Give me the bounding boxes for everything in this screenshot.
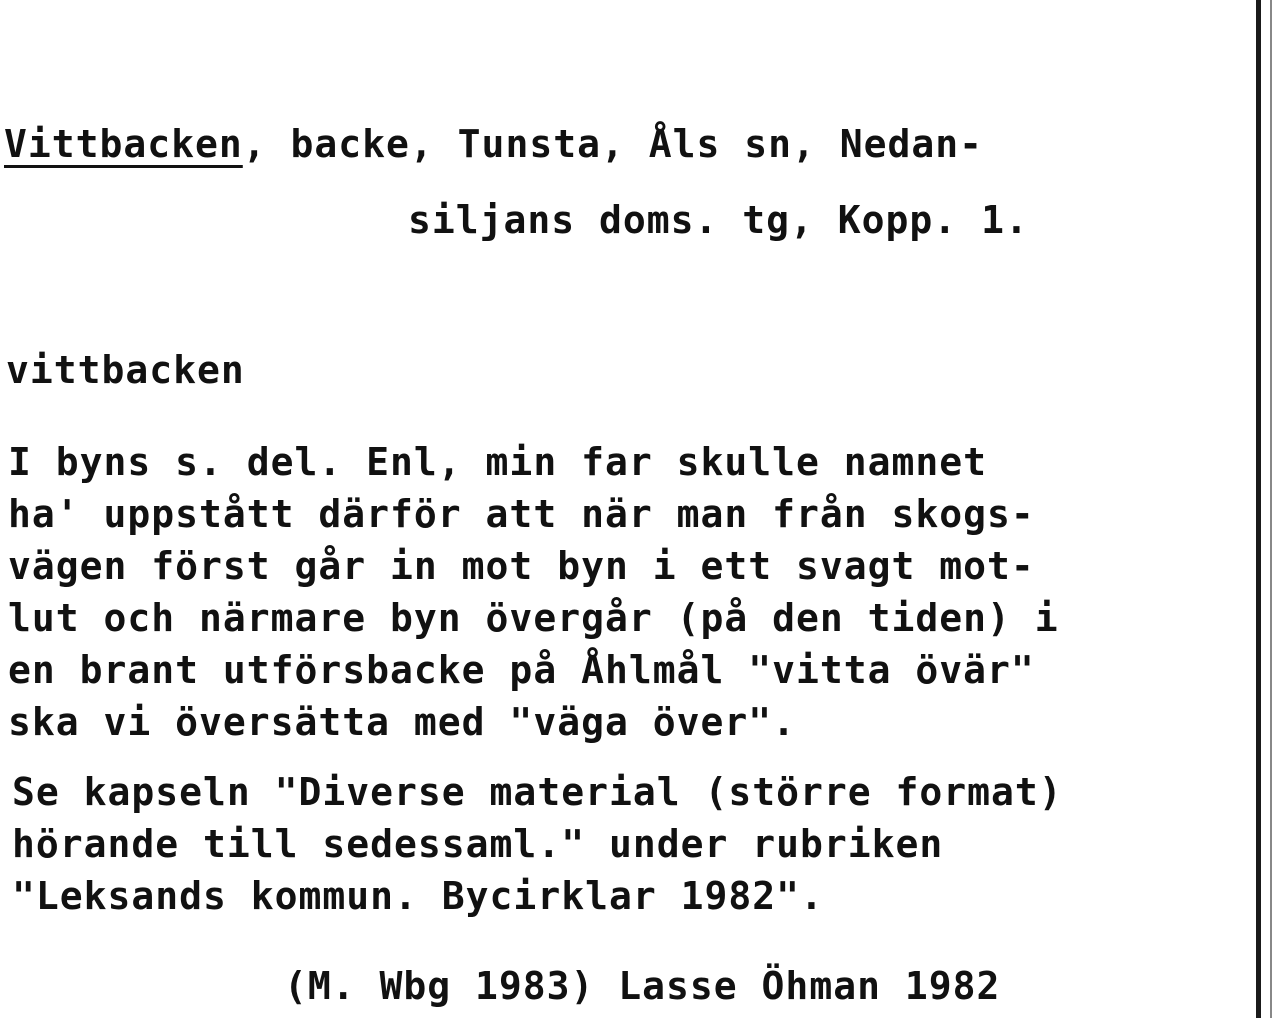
headword: Vittbacken <box>4 122 243 166</box>
heading-line-2: siljans doms. tg, Kopp. 1. <box>408 198 1029 242</box>
reference-line-3: "Leksands kommun. Bycirklar 1982". <box>12 874 824 918</box>
card-edge-shadow <box>1270 0 1272 1018</box>
body-line-5: en brant utförsbacke på Åhlmål "vitta övär" <box>8 648 1035 692</box>
body-line-2: ha' uppstått därför att när man från skogs- <box>8 492 1035 536</box>
heading-rest: , backe, Tunsta, Åls sn, Nedan- <box>242 122 983 166</box>
body-line-3: vägen först går in mot byn i ett svagt mot- <box>8 544 1035 588</box>
reference-line-2: hörande till sedessaml." under rubriken <box>12 822 944 866</box>
body-line-6: ska vi översätta med "väga över". <box>8 700 796 744</box>
heading-line-1 <box>4 122 983 166</box>
card-edge <box>1256 0 1261 1018</box>
reference-line-1: Se kapseln "Diverse material (större format) <box>12 770 1063 814</box>
body-line-4: lut och närmare byn övergår (på den tiden) i <box>8 596 1059 640</box>
pronunciation: vittbacken <box>6 348 245 392</box>
signature: (M. Wbg 1983) Lasse Öhman 1982 <box>284 964 1001 1008</box>
body-line-1: I byns s. del. Enl, min far skulle namnet <box>8 440 987 484</box>
